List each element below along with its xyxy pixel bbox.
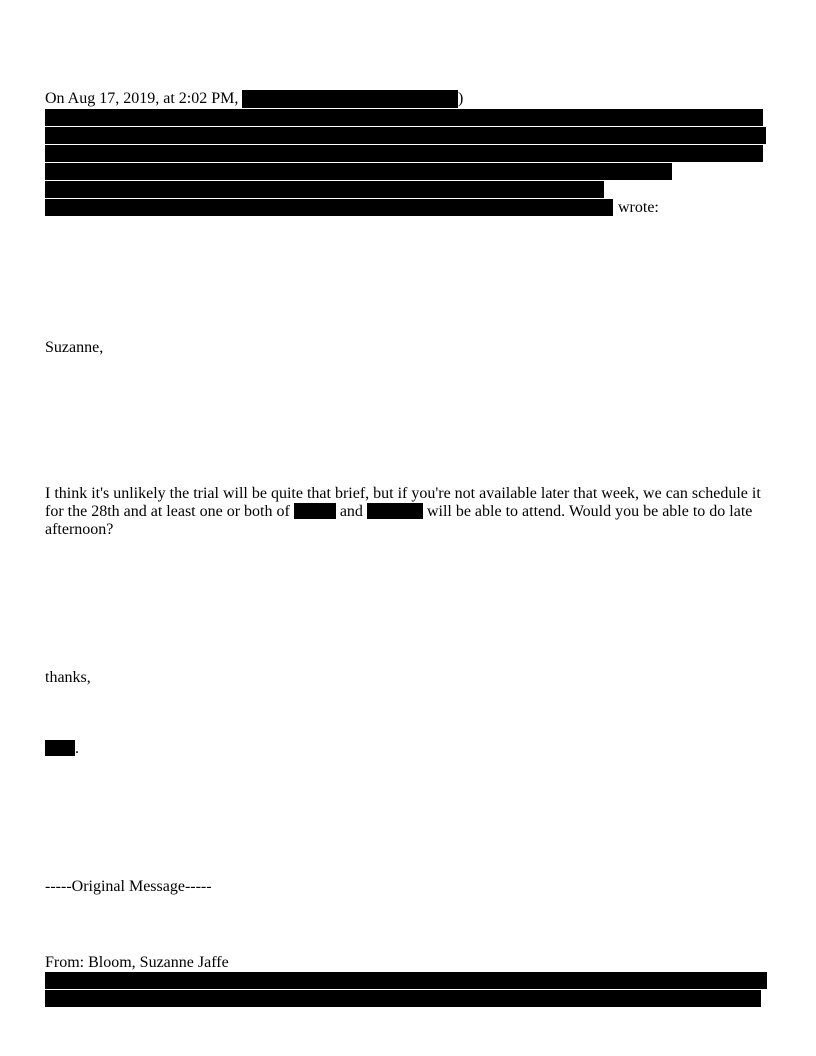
header-close-paren: ) — [458, 90, 464, 107]
redaction-name-1 — [294, 503, 336, 519]
header-prefix: On Aug 17, 2019, at 2:02 PM, — [45, 90, 239, 107]
redaction-block — [45, 145, 763, 162]
body-text-part1: I think it's unlikely the trial will be quite that brief, but if you're not available later that week, we can schedule it for the 28th and at least one or both of — [45, 485, 761, 520]
redaction-block — [45, 990, 761, 1007]
redaction-name-2 — [367, 503, 423, 519]
redaction-block — [45, 181, 604, 198]
body-paragraph — [45, 485, 775, 539]
redaction-block — [45, 972, 767, 989]
body-and-word: and — [339, 503, 363, 520]
redaction-block — [45, 109, 763, 126]
redaction-signature — [45, 740, 75, 756]
body-text-part2: will be able to attend. Would you be able to do late afternoon? — [45, 503, 753, 538]
greeting: Suzanne, — [45, 339, 104, 356]
redaction-sender-name — [242, 90, 458, 108]
original-message-divider: -----Original Message----- — [45, 878, 212, 895]
redaction-block — [45, 199, 613, 216]
redaction-block — [45, 163, 672, 180]
header-wrote: wrote: — [618, 199, 659, 216]
signoff: thanks, — [45, 669, 91, 686]
email-header-line — [45, 90, 238, 108]
redaction-block — [45, 127, 766, 144]
signature-period: . — [75, 740, 79, 757]
original-message-from: From: Bloom, Suzanne Jaffe — [45, 954, 229, 971]
